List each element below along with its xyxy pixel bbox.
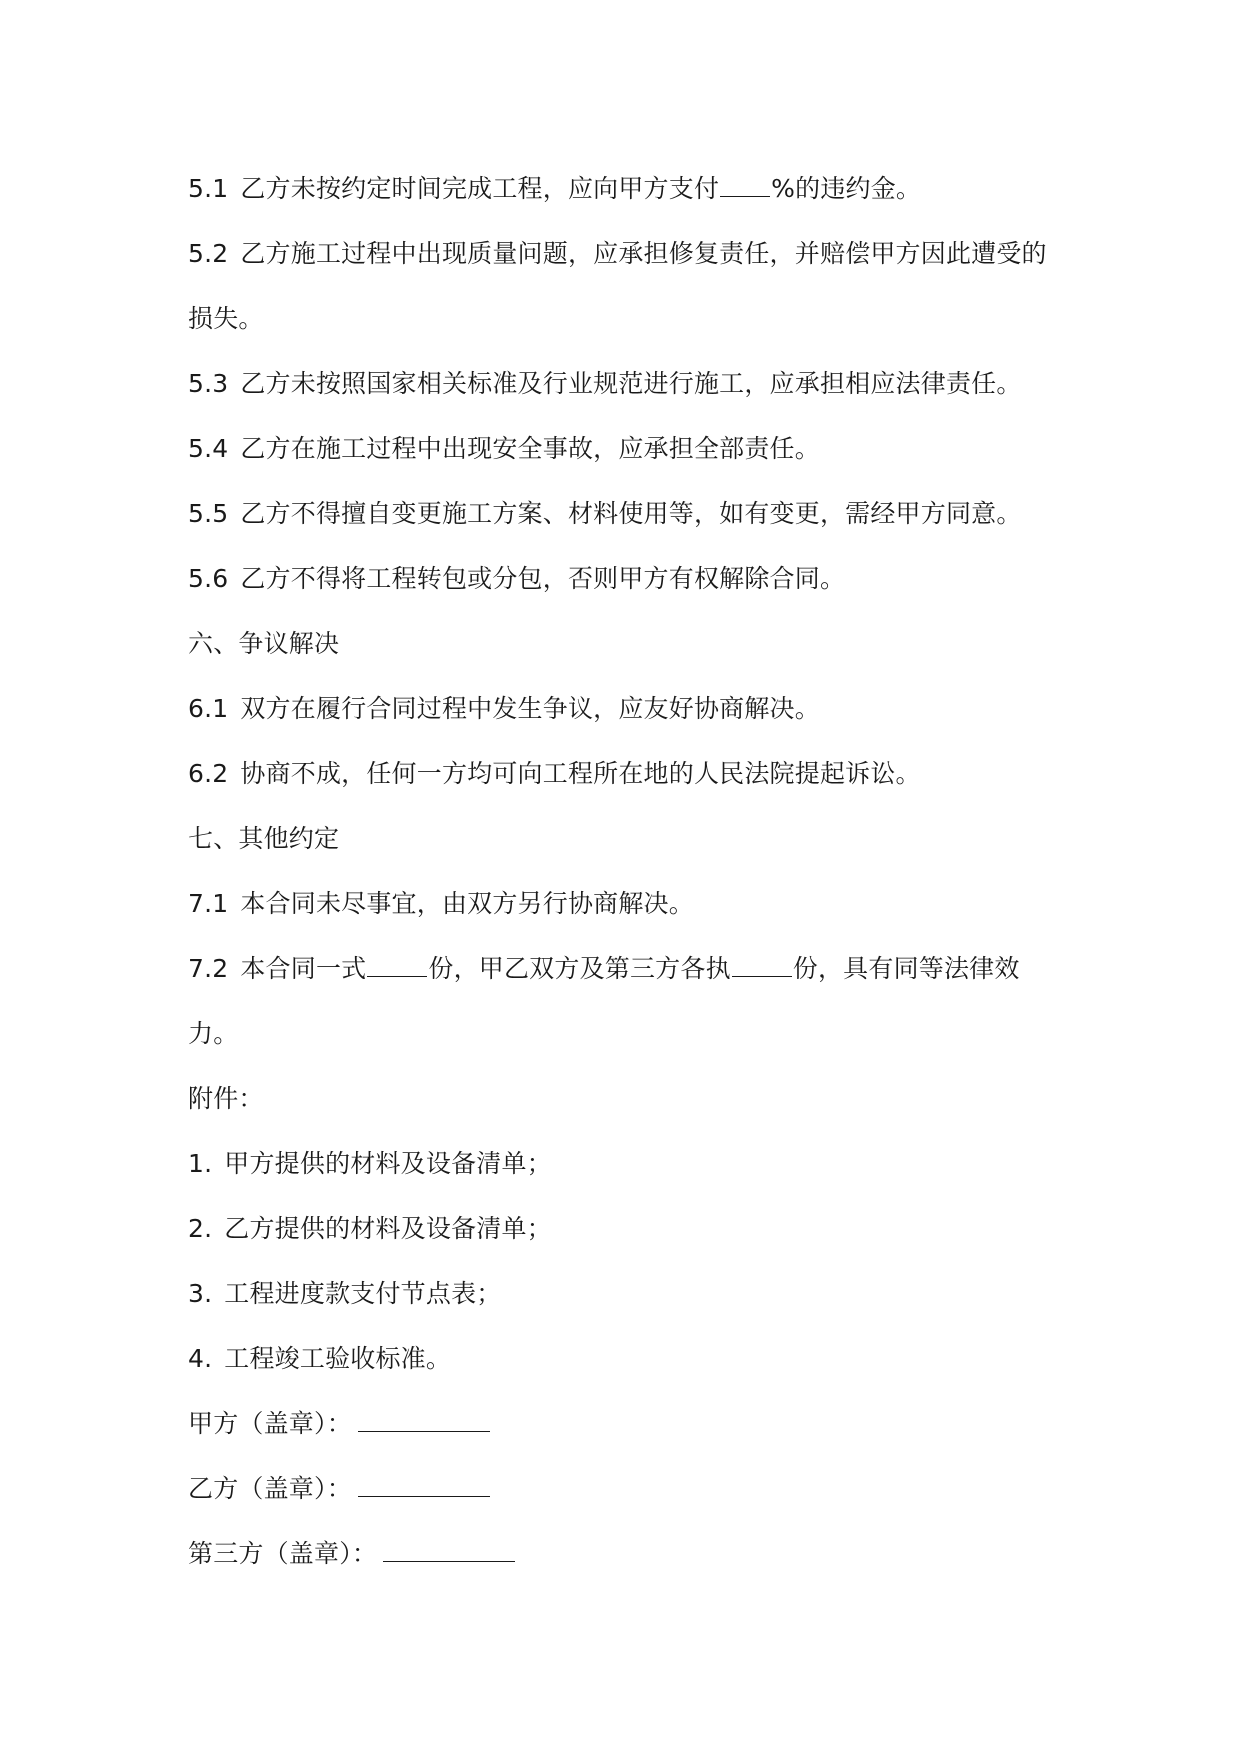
- clause-text: 乙方未按约定时间完成工程，应向甲方支付: [240, 174, 720, 203]
- attachment-item: [188, 1131, 1068, 1196]
- attachment-item: [188, 1326, 1068, 1391]
- clause-text: 乙方在施工过程中出现安全事故，应承担全部责任。: [240, 434, 820, 463]
- clause-text: 本合同一式: [240, 954, 367, 983]
- clause-7-2: [188, 936, 1068, 1001]
- clause-text: 乙方不得将工程转包或分包，否则甲方有权解除合同。: [240, 564, 846, 593]
- document-body: [188, 156, 1068, 1586]
- clause-5-2: [188, 221, 1068, 286]
- signature-label: 甲方（盖章）：: [188, 1409, 352, 1438]
- attachment-text: 工程竣工验收标准。: [224, 1344, 452, 1373]
- clause-6-2: [188, 741, 1068, 806]
- clause-number: 5.1: [188, 174, 229, 203]
- clause-text: 力。: [188, 1019, 239, 1048]
- signature-label: 乙方（盖章）：: [188, 1474, 352, 1503]
- clause-number: 5.5: [188, 499, 229, 528]
- section-heading-7: 七、其他约定: [188, 824, 340, 853]
- attachment-number: 3.: [188, 1279, 213, 1308]
- clause-7-2-continuation: [188, 1001, 1068, 1066]
- clause-number: 7.2: [188, 954, 229, 983]
- clause-5-5: [188, 481, 1068, 546]
- attachment-item: [188, 1196, 1068, 1261]
- clause-text: 份，具有同等法律效: [792, 954, 1020, 983]
- clause-text: 乙方施工过程中出现质量问题，应承担修复责任，并赔偿甲方因此遭受的: [240, 239, 1047, 268]
- signature-blank[interactable]: [358, 1478, 490, 1497]
- clause-5-2-continuation: [188, 286, 1068, 351]
- clause-5-1: [188, 156, 1068, 221]
- clause-number: 6.1: [188, 694, 229, 723]
- signature-third-party: [188, 1521, 1068, 1586]
- fill-blank-percentage[interactable]: [720, 178, 770, 197]
- fill-blank-copies-total[interactable]: [367, 958, 427, 977]
- clause-number: 5.2: [188, 239, 229, 268]
- clause-text: 乙方不得擅自变更施工方案、材料使用等，如有变更，需经甲方同意。: [240, 499, 1022, 528]
- clause-number: 5.4: [188, 434, 229, 463]
- clause-5-6: [188, 546, 1068, 611]
- clause-text: 双方在履行合同过程中发生争议，应友好协商解决。: [240, 694, 820, 723]
- signature-party-b: [188, 1456, 1068, 1521]
- attachment-number: 2.: [188, 1214, 213, 1243]
- signature-blank[interactable]: [383, 1543, 515, 1562]
- attachment-number: 4.: [188, 1344, 213, 1373]
- signature-label: 第三方（盖章）：: [188, 1539, 378, 1568]
- clause-number: 5.6: [188, 564, 229, 593]
- clause-number: 5.3: [188, 369, 229, 398]
- attachment-text: 甲方提供的材料及设备清单；: [224, 1149, 552, 1178]
- clause-7-1: [188, 871, 1068, 936]
- clause-number: 7.1: [188, 889, 229, 918]
- attachment-number: 1.: [188, 1149, 213, 1178]
- clause-text: 份，甲乙双方及第三方各执: [428, 954, 731, 983]
- attachment-text: 乙方提供的材料及设备清单；: [224, 1214, 552, 1243]
- clause-6-1: [188, 676, 1068, 741]
- attachment-text: 工程进度款支付节点表；: [224, 1279, 502, 1308]
- clause-text: 乙方未按照国家相关标准及行业规范进行施工，应承担相应法律责任。: [240, 369, 1022, 398]
- signature-blank[interactable]: [358, 1413, 490, 1432]
- section-heading-6: 六、争议解决: [188, 629, 340, 658]
- clause-5-4: [188, 416, 1068, 481]
- fill-blank-copies-each[interactable]: [732, 958, 792, 977]
- clause-text: 协商不成，任何一方均可向工程所在地的人民法院提起诉讼。: [240, 759, 921, 788]
- attachment-item: [188, 1261, 1068, 1326]
- clause-text-end: %的违约金。: [771, 174, 922, 203]
- clause-text: 本合同未尽事宜，由双方另行协商解决。: [240, 889, 694, 918]
- clause-5-3: [188, 351, 1068, 416]
- signature-party-a: [188, 1391, 1068, 1456]
- attachments-heading: 附件：: [188, 1084, 264, 1113]
- clause-text: 损失。: [188, 304, 264, 333]
- clause-number: 6.2: [188, 759, 229, 788]
